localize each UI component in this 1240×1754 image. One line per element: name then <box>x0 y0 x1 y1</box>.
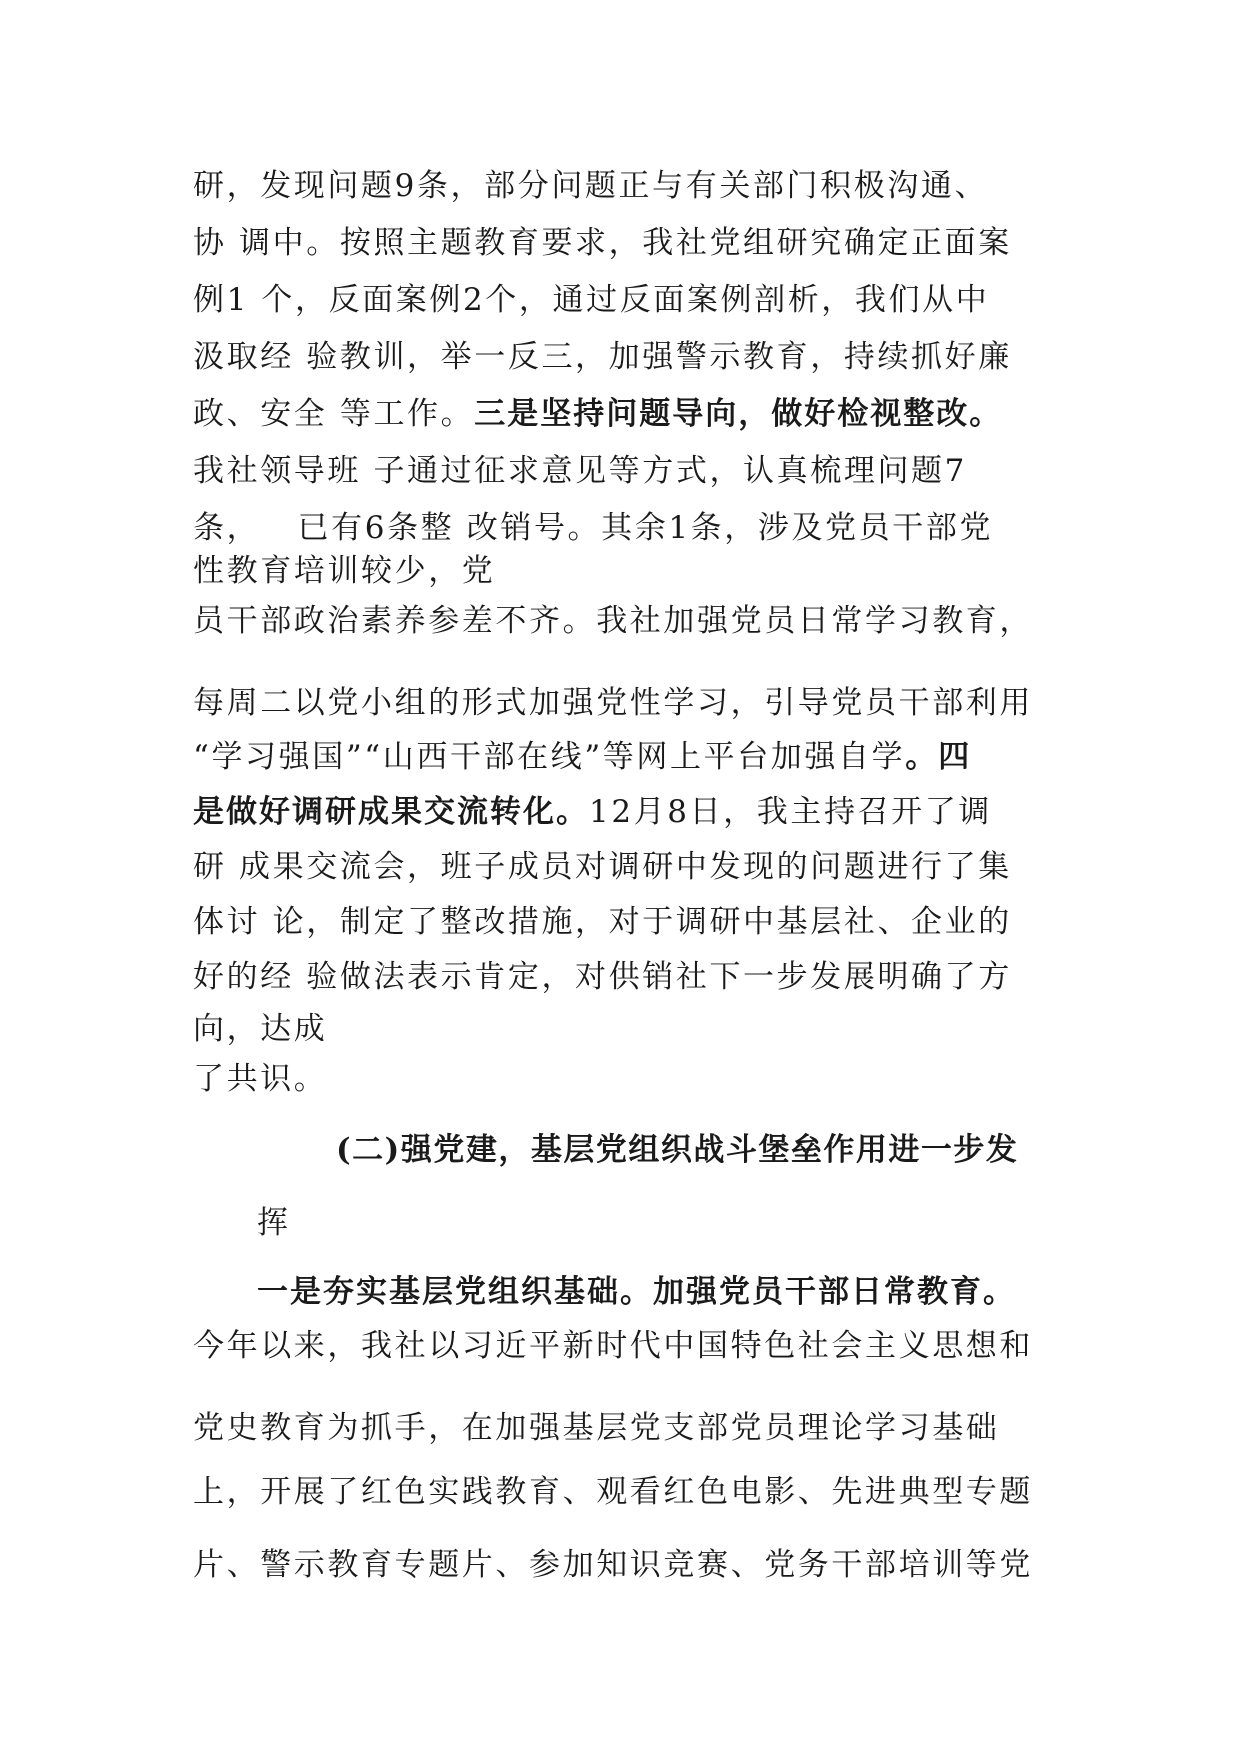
text-run: 性教育培训较少，党 <box>193 553 496 589</box>
bold-text-run: 三是坚持问题导向，做好检视整改。 <box>474 396 1003 432</box>
body-line <box>193 1326 1033 1366</box>
body-line <box>193 337 1012 377</box>
text-run: 汲取经 验教训，举一反三，加强警示教育，持续抓好廉 <box>193 339 1012 375</box>
bold-text-run: 是做好调研成果交流转化。 <box>193 794 589 830</box>
text-run: 例1 个，反面案例2个，通过反面案例剖析，我们从中 <box>193 282 990 318</box>
text-run: 我社领导班 子通过征求意见等方式，认真梳理问题7 <box>193 453 967 489</box>
body-line <box>193 1472 1033 1512</box>
text-run: 向，达成 <box>193 1011 328 1047</box>
body-line <box>193 1408 999 1448</box>
body-line <box>193 451 967 491</box>
text-run: 上，开展了红色实践教育、观看红色电影、先进典型专题 <box>193 1474 1033 1510</box>
body-line <box>193 957 1012 997</box>
text-run: 协 调中。按照主题教育要求，我社党组研究确定正面案 <box>193 225 1012 261</box>
body-line <box>193 737 971 777</box>
body-line <box>193 280 989 320</box>
text-run: 好的经 验做法表示肯定，对供销社下一步发展明确了方 <box>193 959 1012 995</box>
text-run: 研，发现问题9条，部分问题正与有关部门积极沟通、 <box>193 168 989 204</box>
body-line <box>193 508 993 548</box>
body-line <box>193 847 1012 887</box>
text-run: 政、安全 等工作。 <box>193 396 475 432</box>
body-line <box>193 551 495 591</box>
bold-text-run: 。四 <box>905 739 972 775</box>
text-run: 每周二以党小组的形式加强党性学习，引导党员干部利用 <box>193 685 1033 721</box>
text-run: 挥 <box>257 1205 291 1241</box>
body-line <box>193 902 1012 942</box>
text-run: 12月8日，我主持召开了调 <box>589 794 992 830</box>
body-line <box>257 1272 1016 1312</box>
section-heading <box>336 1130 1018 1170</box>
body-line <box>193 1009 327 1049</box>
body-line <box>193 223 1012 263</box>
body-line <box>193 1059 327 1099</box>
text-run: 员干部政治素养参差不齐。我社加强党员日常学习教育， <box>193 603 1033 639</box>
bold-text-run: 一是夯实基层党组织基础。加强党员干部日常教育。 <box>257 1274 1016 1310</box>
text-run: 研 成果交流会，班子成员对调研中发现的问题进行了集 <box>193 849 1012 885</box>
text-run: 条， 已有6条整 改销号。其余1条，涉及党员干部党 <box>193 510 994 546</box>
body-line <box>193 1545 1033 1585</box>
heading-text: (二)强党建，基层党组织战斗堡垒作用进一步发 <box>336 1132 1019 1168</box>
body-line <box>193 166 988 206</box>
body-line <box>193 683 1033 723</box>
section-heading-continuation <box>257 1203 291 1243</box>
text-run: 了共识。 <box>193 1061 328 1097</box>
body-line <box>193 601 1033 641</box>
text-run: 体讨 论，制定了整改措施，对于调研中基层社、企业的 <box>193 904 1012 940</box>
text-run: 党史教育为抓手，在加强基层党支部党员理论学习基础 <box>193 1410 1000 1446</box>
body-line <box>193 394 1002 434</box>
text-run: 今年以来，我社以习近平新时代中国特色社会主义思想和 <box>193 1328 1033 1364</box>
text-run: 片、警示教育专题片、参加知识竞赛、党务干部培训等党 <box>193 1547 1033 1583</box>
text-run: “学习强国”“山西干部在线”等网上平台加强自学 <box>193 739 906 775</box>
body-line <box>193 792 992 832</box>
